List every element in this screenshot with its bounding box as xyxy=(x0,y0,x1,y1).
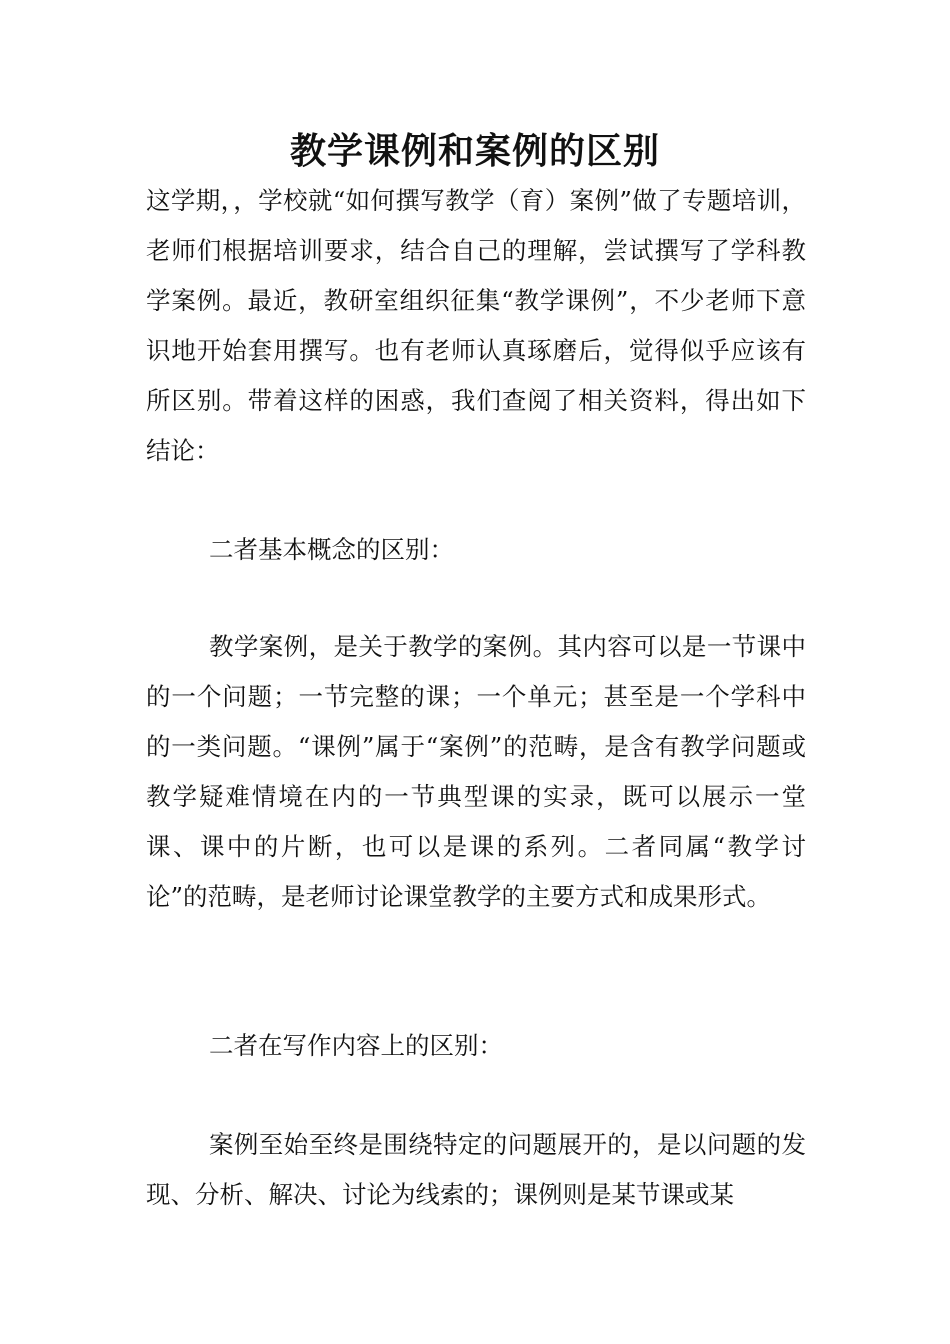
section-heading-concept: 二者基本概念的区别： xyxy=(209,535,454,564)
section-heading-content: 二者在写作内容上的区别： xyxy=(209,1031,503,1060)
content-paragraph: 案例至始至终是围绕特定的问题展开的，是以问题的发现、分析、解决、讨论为线索的；课例则是某节课或某 xyxy=(146,1130,806,1209)
intro-paragraph: 这学期，，学校就“如何撰写教学（育）案例”做了专题培训，老师们根据培训要求，结合自己的理解，尝试撰写了学科教学案例。最近，教研室组织征集“教学课例”，不少老师下意识地开始套用撰写。也有老师认真琢磨后，觉得似乎应该有所区别。带着这样的困惑，我们查阅了相关资料，得出如下结论： xyxy=(146,186,806,465)
concept-paragraph: 教学案例，是关于教学的案例。其内容可以是一节课中的一个问题；一节完整的课；一个单元；甚至是一个学科中的一类问题。“课例”属于“案例”的范畴，是含有教学问题或教学疑难情境在内的一节典型课的实录，既可以展示一堂课、课中的片断，也可以是课的系列。二者同属“教学讨论”的范畴，是老师讨论课堂教学的主要方式和成果形式。 xyxy=(146,632,806,911)
document-title: 教学课例和案例的区别 xyxy=(289,131,660,172)
